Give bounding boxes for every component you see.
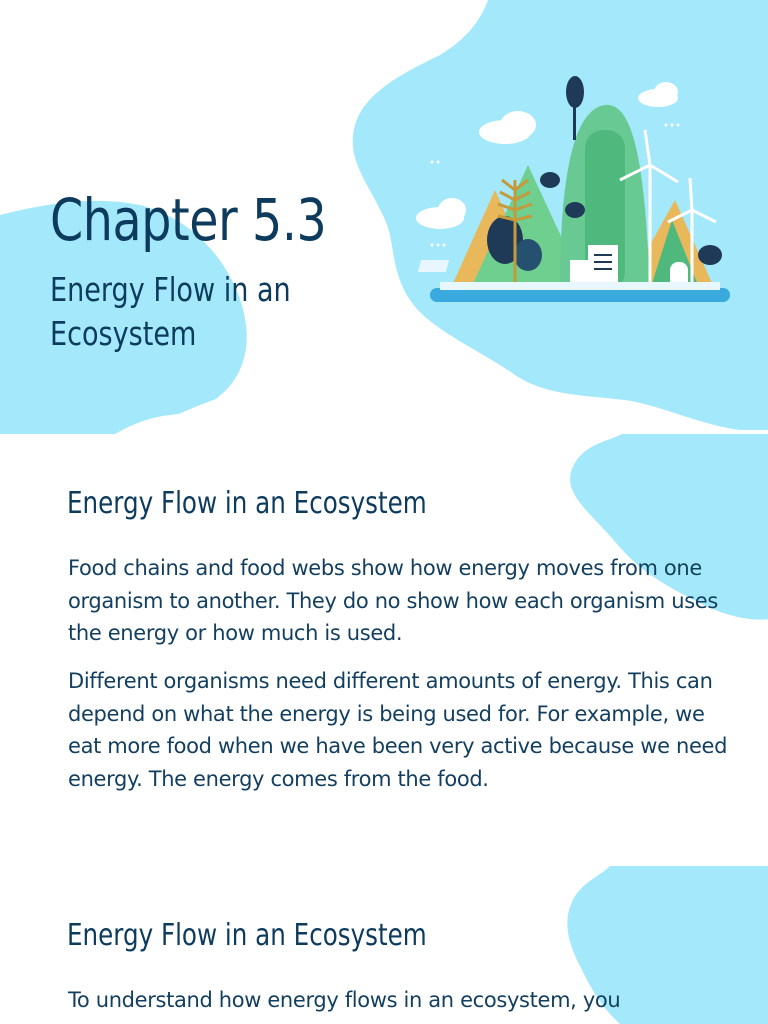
chapter-subtitle: Energy Flow in an Ecosystem xyxy=(50,270,291,353)
section-heading-1: Energy Flow in an Ecosystem xyxy=(67,486,427,521)
chapter-header xyxy=(0,0,768,434)
content-section-2 xyxy=(0,866,768,1024)
eco-city-island-illustration xyxy=(410,70,740,310)
content-section-1 xyxy=(0,434,768,866)
section-heading-2: Energy Flow in an Ecosystem xyxy=(67,918,427,953)
chapter-title: Chapter 5.3 xyxy=(50,186,327,254)
paragraph-3: To understand how energy flows in an ecosystem, you xyxy=(68,988,621,1012)
paragraph-2: Different organisms need different amounts of energy. This can depend on what the energy is being used for. For example, we eat more food when we have been very active because we need energy. The energy comes from the food. xyxy=(68,669,728,791)
paragraph-1: Food chains and food webs show how energy moves from one organism to another. They do no show how each organism uses the energy or how much is used. xyxy=(68,556,718,645)
